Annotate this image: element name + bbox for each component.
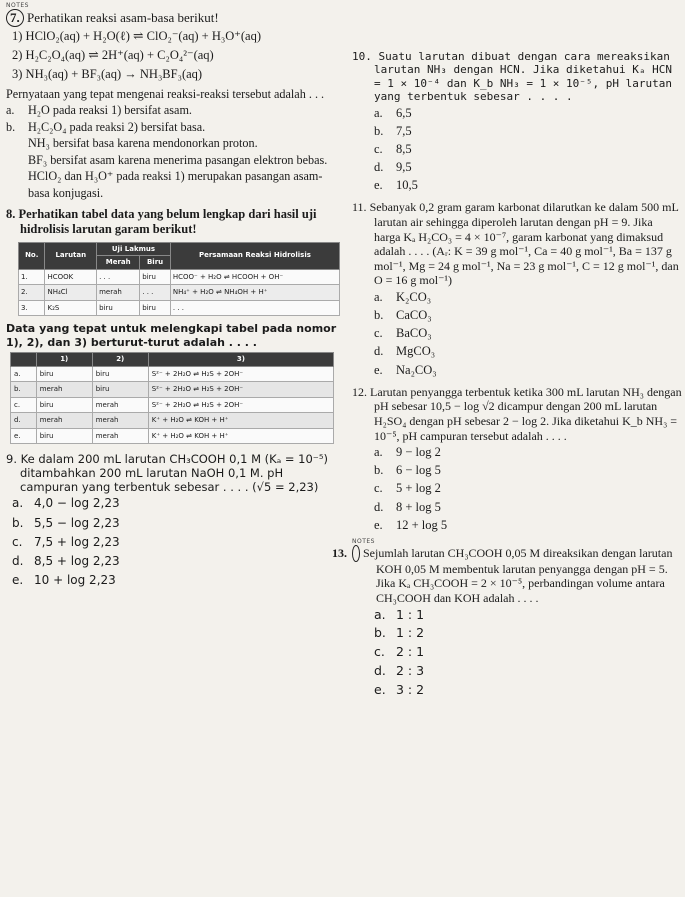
question-number: 10. — [352, 50, 372, 63]
option-a[interactable]: a. 4,0 − log 2,23 — [12, 496, 120, 511]
option-d[interactable]: d. 9,5 — [374, 160, 412, 174]
option-c[interactable]: c. 7,5 + log 2,23 — [12, 534, 120, 549]
question-number: 13. — [352, 545, 360, 562]
option-e[interactable]: e. 12 + log 5 — [374, 517, 448, 532]
col-header-merah: Merah — [97, 256, 140, 270]
reaction-2: 2) H₂C₂O₄(aq) ⇌ 2H⁺(aq) + C₂O₄²⁻(aq) — [12, 47, 214, 62]
table-row: 2. NH₄Cl merah . . . NH₄⁺ + H₂O ⇌ NH₄OH + H⁺ — [19, 285, 340, 301]
question-intro: Perhatikan tabel data yang belum lengkap dari hasil uji hidrolisis larutan garam berikut! — [18, 207, 317, 237]
option-b[interactable]: b. 7,5 — [374, 123, 412, 138]
option-b[interactable]: b. merah biru S²⁻ + 2H₂O ⇌ H₂S + 2OH⁻ — [11, 382, 334, 398]
option-a[interactable]: a. 9 − log 2 — [374, 445, 441, 460]
question-number: 11. — [352, 200, 367, 215]
option-b[interactable]: b. H₂C₂O₄ pada reaksi 2) bersifat basa. — [6, 119, 206, 134]
col-header-no: No. — [19, 242, 45, 269]
option-a[interactable]: a. 6,5 — [374, 105, 412, 120]
option-e[interactable]: e. Na₂CO₃ — [374, 362, 437, 377]
question-10 — [352, 50, 682, 194]
col-header-larutan: Larutan — [45, 242, 97, 269]
table-row: 1. HCOOK . . . biru HCOO⁻ + H₂O ⇌ HCOOH + OH⁻ — [19, 269, 340, 285]
reaction-3: 3) NH₃(aq) + BF₃(aq) → NH₃BF₃(aq) — [12, 66, 203, 81]
question-7 — [6, 2, 342, 201]
option-d[interactable]: BF₃ bersifat asam karena menerima pasangan elektron bebas. — [28, 152, 328, 167]
right-column — [332, 50, 682, 699]
option-e[interactable]: e. 10,5 — [374, 178, 418, 193]
col-header-uji: Uji Lakmus — [97, 242, 171, 256]
option-e[interactable]: HClO₂ dan H₃O⁺ pada reaksi 1) merupakan pasangan asam-basa konjugasi. — [28, 169, 323, 200]
question-intro: Perhatikan reaksi asam-basa berikut! — [27, 10, 219, 26]
option-e[interactable]: e. biru merah K⁺ + H₂O ⇌ KOH + H⁺ — [11, 428, 334, 444]
option-d[interactable]: d. 2 : 3 — [374, 662, 425, 678]
notes-badge: NOTES — [352, 537, 375, 545]
option-d[interactable]: d. 8,5 + log 2,23 — [12, 553, 120, 568]
question-text: Sebanyak 0,2 gram garam karbonat dilarutkan ke dalam 500 mL larutan air sehingga diperoleh larutan dengan pH = 9. Jika harga Kₐ H₂CO₃ = 4 × 10⁻⁷, garam karbonat yang dimaksud adalah . . . . (Aᵣ: K = 39 g mol⁻¹, Ca = 40 g mol⁻¹, Ba = 137 g mol⁻¹, Mg = 24 g mol⁻¹, Na = 23 g mol⁻¹, C = 12 g mol⁻¹, dan O = 16 g mol⁻¹) — [369, 200, 679, 288]
question-8 — [6, 207, 342, 444]
col-header-biru: Biru — [140, 256, 171, 270]
option-c[interactable]: NH₃ bersifat basa karena mendonorkan proton. — [28, 136, 258, 151]
option-a[interactable]: a. 1 : 1 — [374, 606, 425, 622]
option-d[interactable]: d. 8 + log 5 — [374, 499, 441, 514]
reaction-1: 1) HClO₂(aq) + H₂O(ℓ) ⇌ ClO₂⁻(aq) + H₃O⁺(aq) — [12, 29, 261, 44]
col-header-reaksi: Persamaan Reaksi Hidrolisis — [170, 242, 339, 269]
option-b[interactable]: b. 5,5 − log 2,23 — [12, 515, 120, 530]
question-9 — [6, 452, 342, 590]
notes-badge: NOTES — [6, 2, 29, 9]
option-b[interactable]: b. 1 : 2 — [374, 625, 425, 641]
left-column — [6, 2, 342, 590]
table-row: 3. K₂S biru biru . . . — [19, 300, 340, 316]
question-text: Larutan penyangga terbentuk ketika 300 mL larutan NH₃ dengan pH sebesar 10,5 − log √2 dicampur dengan 200 mL larutan H₂SO₄ dengan pH sebesar 2 − log 2. Jika diketahui K_b NH₃ = 10⁻⁵, pH campuran tersebut adalah . . . . — [370, 384, 682, 443]
question-text: Ke dalam 200 mL larutan CH₃COOH 0,1 M (Kₐ = 10⁻⁵) ditambahkan 200 mL larutan NaOH 0,1 M. pH campuran yang terbentuk sebesar . . . . (√5 = 2,23) — [20, 452, 328, 495]
option-b[interactable]: b. 6 − log 5 — [374, 463, 441, 478]
question-number: 9. — [6, 452, 17, 467]
option-b[interactable]: b. CaCO₃ — [374, 308, 432, 323]
option-c[interactable]: c. 8,5 — [374, 141, 412, 156]
question-number: 7. — [6, 9, 24, 27]
question-text: Sejumlah larutan CH₃COOH 0,05 M direaksikan dengan larutan KOH 0,05 M membentuk larutan penyangga dengan pH = 5. Jika Kₐ CH₃COOH = 2 × 10⁻⁵, perbandingan volume antara CH₃COOH dan KOH adalah . . . . — [363, 546, 673, 605]
option-d[interactable]: d. merah merah K⁺ + H₂O ⇌ KOH + H⁺ — [11, 413, 334, 429]
question-13 — [332, 537, 682, 700]
question-text: Pernyataan yang tepat mengenai reaksi-reaksi tersebut adalah . . . — [6, 87, 325, 102]
question-text: Suatu larutan dibuat dengan cara mereaksikan larutan NH₃ dengan HCN. Jika diketahui Kₐ HCN = 1 × 10⁻⁴ dan K_b NH₃ = 1 × 10⁻⁵, pH larutan yang terbentuk sebesar . . . . — [374, 50, 673, 104]
question-text: Data yang tepat untuk melengkapi tabel pada nomor 1), 2), dan 3) berturut-turut adalah . . . . — [6, 322, 337, 349]
option-e[interactable]: e. 3 : 2 — [374, 681, 425, 697]
question-number: 8. — [6, 207, 16, 222]
option-e[interactable]: e. 10 + log 2,23 — [12, 573, 116, 588]
question-11 — [352, 200, 682, 378]
option-c[interactable]: c. biru merah S²⁻ + 2H₂O ⇌ H₂S + 2OH⁻ — [11, 397, 334, 413]
answer-table: 1) 2) 3) a. biru biru S²⁻ + 2H₂O ⇌ H₂S + 2OH⁻ b. merah biru S²⁻ + 2H₂O ⇌ H₂S + 2OH⁻ c. biru merah S²⁻ + 2H₂O ⇌ H₂S + 2OH⁻ d. merah merah K⁺ + H₂O ⇌ KOH + H⁺ e. biru merah K⁺ + H₂O ⇌ KOH + H⁺ — [10, 352, 334, 444]
question-number: 12. — [352, 384, 367, 399]
hydrolysis-table — [18, 242, 340, 317]
question-12 — [352, 385, 682, 534]
option-c[interactable]: c. 2 : 1 — [374, 644, 425, 660]
option-d[interactable]: d. MgCO₃ — [374, 344, 436, 359]
option-a[interactable]: a. H₂O pada reaksi 1) bersifat asam. — [6, 103, 192, 118]
option-c[interactable]: c. BaCO₃ — [374, 326, 432, 341]
option-c[interactable]: c. 5 + log 2 — [374, 481, 441, 496]
option-a[interactable]: a. biru biru S²⁻ + 2H₂O ⇌ H₂S + 2OH⁻ — [11, 366, 334, 382]
option-a[interactable]: a. K₂CO₃ — [374, 290, 432, 304]
